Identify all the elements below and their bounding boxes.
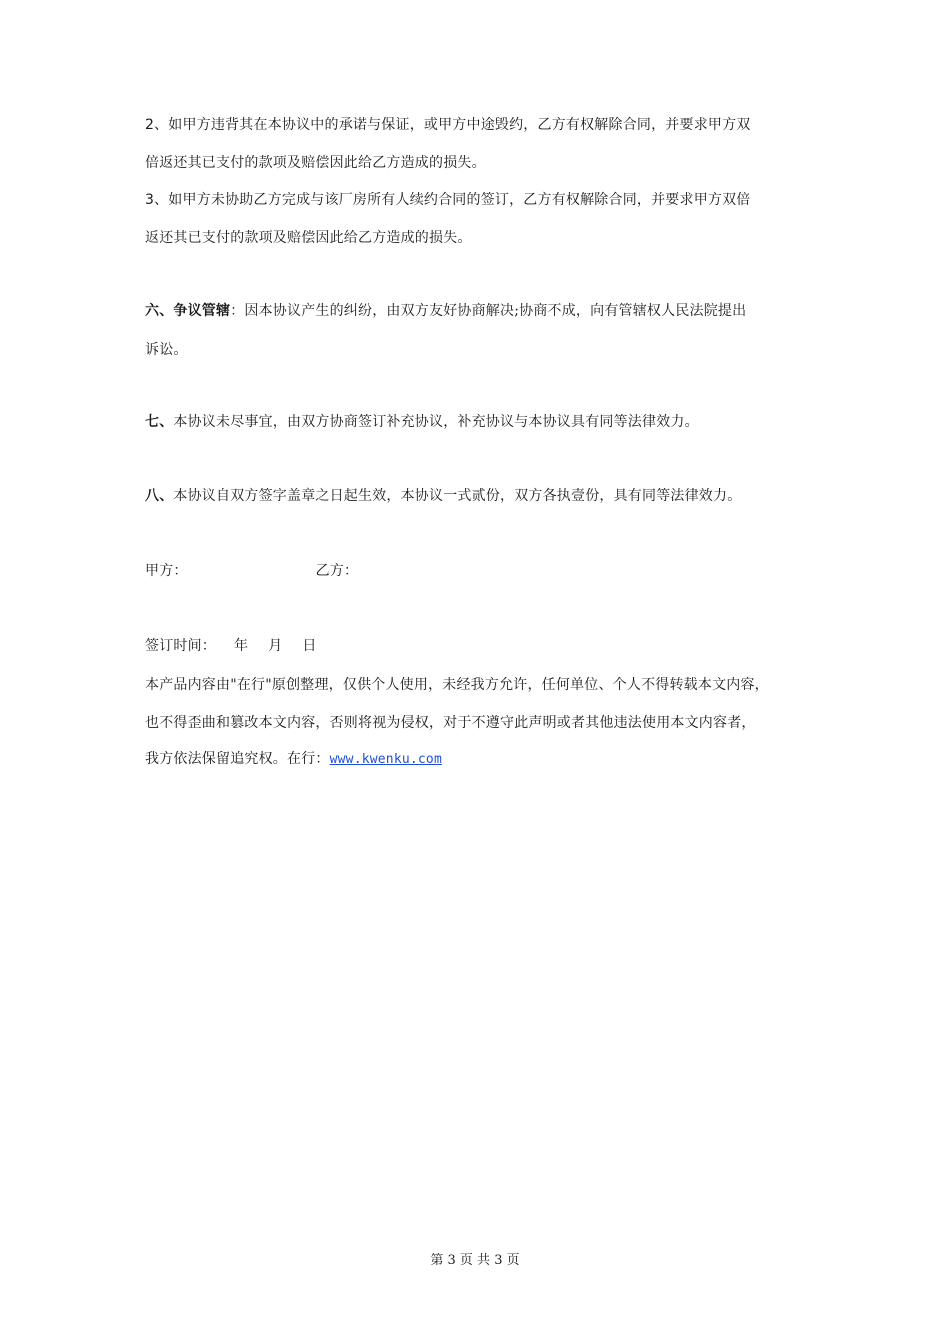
signing-day: 日 xyxy=(302,638,317,654)
disclaimer-line-3 xyxy=(145,749,442,770)
clause-3-line-1 xyxy=(145,190,751,210)
signing-date-line xyxy=(145,636,317,656)
party-b-label: 乙方： xyxy=(315,563,359,579)
party-a-label: 甲方： xyxy=(145,563,188,579)
page-number-footer: 第 3 页 共 3 页 xyxy=(430,1253,520,1268)
website-link[interactable]: www.kwenku.com xyxy=(329,752,442,767)
disclaimer-line-3-text: 我方依法保留追究权。在行： xyxy=(145,751,330,767)
signing-month: 月 xyxy=(268,638,283,654)
section-7-heading: 七、 xyxy=(145,414,174,430)
clause-3-text: 、如甲方未协助乙方完成与该厂房所有人续约合同的签订，乙方有权解除合同，并要求甲方双倍 xyxy=(154,192,751,208)
section-8-heading: 八、 xyxy=(145,488,174,504)
clause-3-number: 3 xyxy=(145,192,155,208)
clause-2-line-1 xyxy=(145,115,751,135)
section-6-line-2: 诉讼。 xyxy=(145,342,188,358)
signing-date-label: 签订时间： xyxy=(145,638,216,654)
disclaimer-line-1: 本产品内容由"在行"原创整理，仅供个人使用，未经我方允许，任何单位、个人不得转载本文内容， xyxy=(145,677,769,693)
section-6-text: ：因本协议产生的纠纷，由双方友好协商解决;协商不成，向有管辖权人民法院提出 xyxy=(230,303,747,319)
signature-line xyxy=(145,561,358,581)
section-6-heading: 六、争议管辖 xyxy=(145,303,231,319)
clause-2-number: 2 xyxy=(145,117,155,133)
section-7-text: 本协议未尽事宜，由双方协商签订补充协议，补充协议与本协议具有同等法律效力。 xyxy=(173,414,699,430)
signing-year: 年 xyxy=(234,638,249,654)
clause-2-text: 、如甲方违背其在本协议中的承诺与保证，或甲方中途毁约，乙方有权解除合同，并要求甲方双 xyxy=(154,117,751,133)
section-8 xyxy=(145,486,741,506)
clause-2-line-2: 倍返还其已支付的款项及赔偿因此给乙方造成的损失。 xyxy=(145,155,486,171)
section-6-line-1 xyxy=(145,301,746,321)
disclaimer-line-2: 也不得歪曲和篡改本文内容，否则将视为侵权，对于不遵守此声明或者其他违法使用本文内容者， xyxy=(145,715,756,731)
section-8-text: 本协议自双方签字盖章之日起生效，本协议一式贰份，双方各执壹份，具有同等法律效力。 xyxy=(173,488,742,504)
section-7 xyxy=(145,412,699,432)
clause-3-line-2: 返还其已支付的款项及赔偿因此给乙方造成的损失。 xyxy=(145,230,472,246)
